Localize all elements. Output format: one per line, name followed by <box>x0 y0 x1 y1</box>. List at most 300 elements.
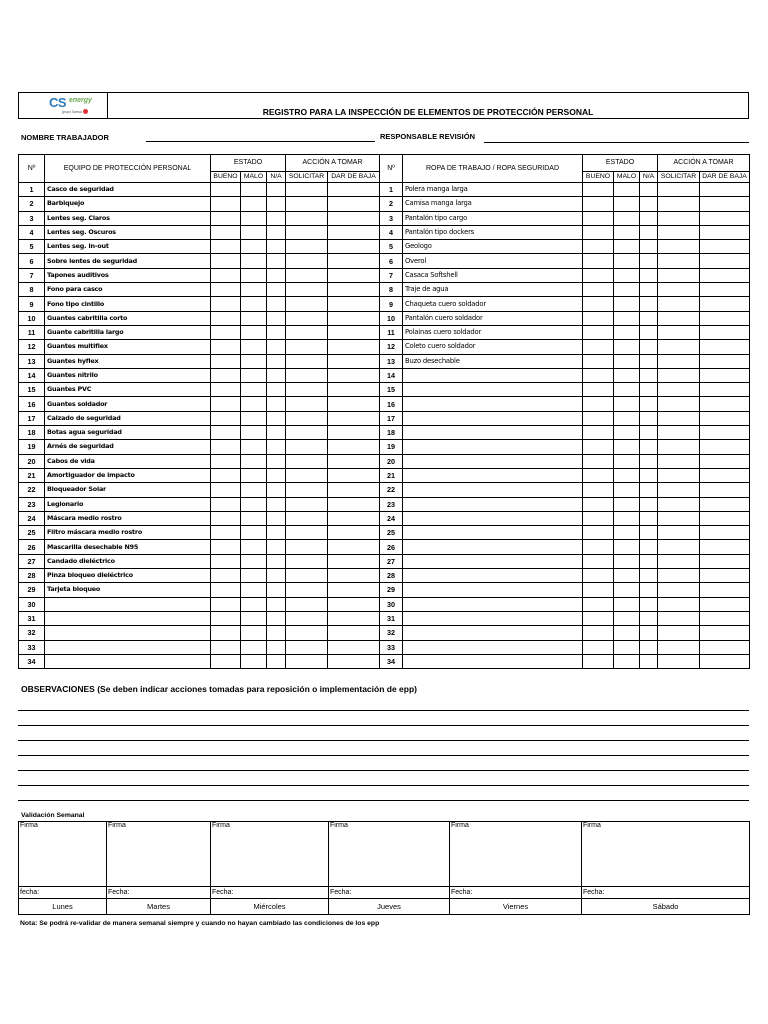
check-cell-malo[interactable] <box>241 440 267 454</box>
check-cell-na[interactable] <box>640 197 658 211</box>
check-cell-dar-de-baja[interactable] <box>700 626 750 640</box>
check-cell-malo[interactable] <box>241 183 267 197</box>
check-cell-solicitar[interactable] <box>286 540 328 554</box>
check-cell-malo[interactable] <box>241 526 267 540</box>
check-cell-na[interactable] <box>640 268 658 282</box>
check-cell-solicitar[interactable] <box>286 611 328 625</box>
check-cell-solicitar[interactable] <box>286 597 328 611</box>
responsable-field[interactable] <box>484 142 749 143</box>
check-cell-na[interactable] <box>640 311 658 325</box>
check-cell-na[interactable] <box>640 211 658 225</box>
check-cell-dar-de-baja[interactable] <box>700 483 750 497</box>
trabajador-field[interactable] <box>146 141 375 142</box>
fecha-cell-martes[interactable]: Fecha: <box>107 887 211 899</box>
check-cell-dar-de-baja[interactable] <box>328 440 380 454</box>
check-cell-solicitar[interactable] <box>286 383 328 397</box>
check-cell-na[interactable] <box>267 468 286 482</box>
observaciones-line[interactable] <box>18 755 749 756</box>
check-cell-solicitar[interactable] <box>286 554 328 568</box>
check-cell-solicitar[interactable] <box>658 497 700 511</box>
check-cell-dar-de-baja[interactable] <box>700 254 750 268</box>
check-cell-malo[interactable] <box>241 325 267 339</box>
check-cell-dar-de-baja[interactable] <box>700 411 750 425</box>
check-cell-na[interactable] <box>267 397 286 411</box>
check-cell-dar-de-baja[interactable] <box>700 283 750 297</box>
check-cell-bueno[interactable] <box>583 654 614 668</box>
check-cell-bueno[interactable] <box>583 626 614 640</box>
check-cell-bueno[interactable] <box>583 240 614 254</box>
check-cell-na[interactable] <box>640 554 658 568</box>
check-cell-malo[interactable] <box>614 411 640 425</box>
check-cell-bueno[interactable] <box>583 311 614 325</box>
check-cell-malo[interactable] <box>241 368 267 382</box>
check-cell-na[interactable] <box>640 540 658 554</box>
check-cell-dar-de-baja[interactable] <box>328 511 380 525</box>
check-cell-bueno[interactable] <box>211 411 241 425</box>
check-cell-solicitar[interactable] <box>286 225 328 239</box>
check-cell-dar-de-baja[interactable] <box>328 311 380 325</box>
check-cell-dar-de-baja[interactable] <box>328 368 380 382</box>
check-cell-solicitar[interactable] <box>658 197 700 211</box>
check-cell-na[interactable] <box>267 240 286 254</box>
check-cell-solicitar[interactable] <box>658 183 700 197</box>
check-cell-malo[interactable] <box>614 325 640 339</box>
check-cell-solicitar[interactable] <box>658 526 700 540</box>
check-cell-dar-de-baja[interactable] <box>328 640 380 654</box>
check-cell-dar-de-baja[interactable] <box>700 526 750 540</box>
firma-cell-miercoles[interactable]: Firma <box>211 822 329 887</box>
check-cell-dar-de-baja[interactable] <box>328 569 380 583</box>
check-cell-bueno[interactable] <box>211 240 241 254</box>
check-cell-bueno[interactable] <box>211 426 241 440</box>
check-cell-malo[interactable] <box>614 254 640 268</box>
check-cell-na[interactable] <box>640 640 658 654</box>
check-cell-solicitar[interactable] <box>658 583 700 597</box>
check-cell-malo[interactable] <box>241 483 267 497</box>
check-cell-bueno[interactable] <box>583 454 614 468</box>
check-cell-na[interactable] <box>267 454 286 468</box>
check-cell-dar-de-baja[interactable] <box>700 511 750 525</box>
check-cell-solicitar[interactable] <box>658 254 700 268</box>
check-cell-solicitar[interactable] <box>658 411 700 425</box>
check-cell-solicitar[interactable] <box>286 569 328 583</box>
check-cell-dar-de-baja[interactable] <box>328 468 380 482</box>
check-cell-malo[interactable] <box>614 297 640 311</box>
check-cell-malo[interactable] <box>241 397 267 411</box>
firma-cell-lunes[interactable]: Firma <box>19 822 107 887</box>
check-cell-na[interactable] <box>640 611 658 625</box>
check-cell-solicitar[interactable] <box>286 397 328 411</box>
check-cell-na[interactable] <box>640 468 658 482</box>
check-cell-solicitar[interactable] <box>286 654 328 668</box>
check-cell-bueno[interactable] <box>583 640 614 654</box>
check-cell-bueno[interactable] <box>211 211 241 225</box>
check-cell-dar-de-baja[interactable] <box>328 583 380 597</box>
check-cell-solicitar[interactable] <box>286 354 328 368</box>
check-cell-malo[interactable] <box>241 497 267 511</box>
check-cell-dar-de-baja[interactable] <box>700 211 750 225</box>
check-cell-malo[interactable] <box>241 569 267 583</box>
check-cell-malo[interactable] <box>614 454 640 468</box>
check-cell-dar-de-baja[interactable] <box>328 197 380 211</box>
check-cell-na[interactable] <box>640 411 658 425</box>
check-cell-na[interactable] <box>267 383 286 397</box>
check-cell-solicitar[interactable] <box>658 597 700 611</box>
check-cell-solicitar[interactable] <box>658 383 700 397</box>
check-cell-bueno[interactable] <box>583 426 614 440</box>
check-cell-solicitar[interactable] <box>658 426 700 440</box>
check-cell-na[interactable] <box>267 611 286 625</box>
check-cell-solicitar[interactable] <box>286 583 328 597</box>
check-cell-na[interactable] <box>267 511 286 525</box>
fecha-cell-viernes[interactable]: Fecha: <box>450 887 582 899</box>
observaciones-line[interactable] <box>18 785 749 786</box>
check-cell-bueno[interactable] <box>211 354 241 368</box>
check-cell-na[interactable] <box>267 426 286 440</box>
check-cell-na[interactable] <box>267 254 286 268</box>
check-cell-dar-de-baja[interactable] <box>700 583 750 597</box>
check-cell-dar-de-baja[interactable] <box>700 240 750 254</box>
check-cell-dar-de-baja[interactable] <box>700 454 750 468</box>
observaciones-line[interactable] <box>18 710 749 711</box>
check-cell-na[interactable] <box>640 183 658 197</box>
check-cell-malo[interactable] <box>614 283 640 297</box>
check-cell-solicitar[interactable] <box>658 654 700 668</box>
firma-cell-jueves[interactable]: Firma <box>329 822 450 887</box>
check-cell-solicitar[interactable] <box>658 340 700 354</box>
observaciones-line[interactable] <box>18 740 749 741</box>
check-cell-bueno[interactable] <box>211 311 241 325</box>
check-cell-malo[interactable] <box>614 397 640 411</box>
check-cell-bueno[interactable] <box>211 197 241 211</box>
check-cell-malo[interactable] <box>241 583 267 597</box>
check-cell-solicitar[interactable] <box>658 311 700 325</box>
check-cell-dar-de-baja[interactable] <box>700 497 750 511</box>
check-cell-malo[interactable] <box>614 426 640 440</box>
check-cell-malo[interactable] <box>614 211 640 225</box>
check-cell-bueno[interactable] <box>211 268 241 282</box>
check-cell-dar-de-baja[interactable] <box>328 297 380 311</box>
check-cell-na[interactable] <box>640 440 658 454</box>
check-cell-na[interactable] <box>640 454 658 468</box>
check-cell-malo[interactable] <box>614 569 640 583</box>
check-cell-dar-de-baja[interactable] <box>328 211 380 225</box>
check-cell-bueno[interactable] <box>211 554 241 568</box>
check-cell-dar-de-baja[interactable] <box>328 397 380 411</box>
check-cell-dar-de-baja[interactable] <box>700 440 750 454</box>
check-cell-na[interactable] <box>640 583 658 597</box>
check-cell-na[interactable] <box>640 225 658 239</box>
check-cell-dar-de-baja[interactable] <box>700 354 750 368</box>
check-cell-dar-de-baja[interactable] <box>700 383 750 397</box>
check-cell-malo[interactable] <box>241 197 267 211</box>
check-cell-malo[interactable] <box>241 540 267 554</box>
check-cell-bueno[interactable] <box>211 654 241 668</box>
check-cell-solicitar[interactable] <box>286 440 328 454</box>
check-cell-dar-de-baja[interactable] <box>700 297 750 311</box>
check-cell-na[interactable] <box>267 283 286 297</box>
check-cell-solicitar[interactable] <box>286 211 328 225</box>
check-cell-bueno[interactable] <box>583 526 614 540</box>
check-cell-malo[interactable] <box>614 225 640 239</box>
check-cell-solicitar[interactable] <box>286 325 328 339</box>
check-cell-na[interactable] <box>267 440 286 454</box>
check-cell-dar-de-baja[interactable] <box>328 383 380 397</box>
check-cell-dar-de-baja[interactable] <box>700 197 750 211</box>
check-cell-na[interactable] <box>640 654 658 668</box>
check-cell-dar-de-baja[interactable] <box>328 325 380 339</box>
check-cell-dar-de-baja[interactable] <box>700 340 750 354</box>
check-cell-na[interactable] <box>267 626 286 640</box>
check-cell-bueno[interactable] <box>211 368 241 382</box>
check-cell-dar-de-baja[interactable] <box>700 569 750 583</box>
check-cell-solicitar[interactable] <box>658 569 700 583</box>
check-cell-solicitar[interactable] <box>658 483 700 497</box>
check-cell-na[interactable] <box>267 554 286 568</box>
check-cell-solicitar[interactable] <box>286 197 328 211</box>
check-cell-dar-de-baja[interactable] <box>328 483 380 497</box>
check-cell-bueno[interactable] <box>211 183 241 197</box>
check-cell-bueno[interactable] <box>583 197 614 211</box>
check-cell-solicitar[interactable] <box>286 311 328 325</box>
observaciones-line[interactable] <box>18 770 749 771</box>
check-cell-na[interactable] <box>640 397 658 411</box>
observaciones-line[interactable] <box>18 725 749 726</box>
check-cell-dar-de-baja[interactable] <box>328 497 380 511</box>
check-cell-bueno[interactable] <box>583 511 614 525</box>
check-cell-dar-de-baja[interactable] <box>700 468 750 482</box>
check-cell-na[interactable] <box>267 340 286 354</box>
check-cell-malo[interactable] <box>614 511 640 525</box>
check-cell-na[interactable] <box>640 240 658 254</box>
check-cell-malo[interactable] <box>614 611 640 625</box>
check-cell-bueno[interactable] <box>211 254 241 268</box>
check-cell-malo[interactable] <box>614 240 640 254</box>
check-cell-solicitar[interactable] <box>658 397 700 411</box>
check-cell-dar-de-baja[interactable] <box>328 340 380 354</box>
check-cell-solicitar[interactable] <box>658 454 700 468</box>
check-cell-malo[interactable] <box>614 497 640 511</box>
check-cell-na[interactable] <box>267 411 286 425</box>
check-cell-solicitar[interactable] <box>658 640 700 654</box>
check-cell-solicitar[interactable] <box>286 254 328 268</box>
firma-cell-viernes[interactable]: Firma <box>450 822 582 887</box>
check-cell-solicitar[interactable] <box>286 468 328 482</box>
check-cell-bueno[interactable] <box>583 540 614 554</box>
check-cell-dar-de-baja[interactable] <box>328 411 380 425</box>
check-cell-dar-de-baja[interactable] <box>700 183 750 197</box>
check-cell-na[interactable] <box>267 197 286 211</box>
check-cell-solicitar[interactable] <box>286 426 328 440</box>
check-cell-malo[interactable] <box>614 626 640 640</box>
check-cell-bueno[interactable] <box>583 268 614 282</box>
check-cell-bueno[interactable] <box>583 383 614 397</box>
check-cell-solicitar[interactable] <box>658 354 700 368</box>
check-cell-dar-de-baja[interactable] <box>700 611 750 625</box>
firma-cell-martes[interactable]: Firma <box>107 822 211 887</box>
check-cell-solicitar[interactable] <box>286 626 328 640</box>
check-cell-malo[interactable] <box>241 597 267 611</box>
check-cell-malo[interactable] <box>241 640 267 654</box>
check-cell-na[interactable] <box>640 354 658 368</box>
check-cell-malo[interactable] <box>614 383 640 397</box>
check-cell-malo[interactable] <box>614 197 640 211</box>
check-cell-solicitar[interactable] <box>286 497 328 511</box>
check-cell-bueno[interactable] <box>583 583 614 597</box>
check-cell-solicitar[interactable] <box>286 454 328 468</box>
check-cell-malo[interactable] <box>241 268 267 282</box>
check-cell-bueno[interactable] <box>211 611 241 625</box>
check-cell-bueno[interactable] <box>583 211 614 225</box>
check-cell-dar-de-baja[interactable] <box>328 225 380 239</box>
check-cell-malo[interactable] <box>241 468 267 482</box>
check-cell-bueno[interactable] <box>211 526 241 540</box>
check-cell-solicitar[interactable] <box>286 640 328 654</box>
check-cell-na[interactable] <box>640 325 658 339</box>
check-cell-solicitar[interactable] <box>286 483 328 497</box>
fecha-cell-jueves[interactable]: Fecha: <box>329 887 450 899</box>
check-cell-bueno[interactable] <box>211 225 241 239</box>
check-cell-na[interactable] <box>267 526 286 540</box>
check-cell-na[interactable] <box>640 383 658 397</box>
check-cell-na[interactable] <box>640 511 658 525</box>
check-cell-solicitar[interactable] <box>286 526 328 540</box>
check-cell-malo[interactable] <box>241 240 267 254</box>
fecha-cell-lunes[interactable]: fecha: <box>19 887 107 899</box>
check-cell-solicitar[interactable] <box>286 283 328 297</box>
check-cell-solicitar[interactable] <box>658 440 700 454</box>
check-cell-solicitar[interactable] <box>286 240 328 254</box>
check-cell-bueno[interactable] <box>211 468 241 482</box>
check-cell-malo[interactable] <box>614 483 640 497</box>
check-cell-malo[interactable] <box>241 411 267 425</box>
check-cell-malo[interactable] <box>614 311 640 325</box>
check-cell-bueno[interactable] <box>211 283 241 297</box>
check-cell-malo[interactable] <box>614 340 640 354</box>
check-cell-na[interactable] <box>640 626 658 640</box>
check-cell-bueno[interactable] <box>211 454 241 468</box>
check-cell-bueno[interactable] <box>211 569 241 583</box>
check-cell-bueno[interactable] <box>583 254 614 268</box>
check-cell-dar-de-baja[interactable] <box>328 426 380 440</box>
check-cell-dar-de-baja[interactable] <box>328 454 380 468</box>
check-cell-na[interactable] <box>267 654 286 668</box>
check-cell-malo[interactable] <box>614 354 640 368</box>
check-cell-na[interactable] <box>267 497 286 511</box>
check-cell-bueno[interactable] <box>211 340 241 354</box>
check-cell-bueno[interactable] <box>583 340 614 354</box>
check-cell-dar-de-baja[interactable] <box>328 540 380 554</box>
check-cell-na[interactable] <box>640 526 658 540</box>
check-cell-dar-de-baja[interactable] <box>700 268 750 282</box>
check-cell-bueno[interactable] <box>211 440 241 454</box>
observaciones-line[interactable] <box>18 800 749 801</box>
check-cell-bueno[interactable] <box>583 225 614 239</box>
fecha-cell-sabado[interactable]: Fecha: <box>582 887 750 899</box>
check-cell-malo[interactable] <box>614 468 640 482</box>
check-cell-bueno[interactable] <box>583 354 614 368</box>
check-cell-solicitar[interactable] <box>658 268 700 282</box>
check-cell-na[interactable] <box>640 497 658 511</box>
check-cell-dar-de-baja[interactable] <box>700 311 750 325</box>
check-cell-na[interactable] <box>640 597 658 611</box>
firma-cell-sabado[interactable]: Firma <box>582 822 750 887</box>
check-cell-na[interactable] <box>267 597 286 611</box>
check-cell-malo[interactable] <box>241 611 267 625</box>
check-cell-solicitar[interactable] <box>658 211 700 225</box>
check-cell-bueno[interactable] <box>211 597 241 611</box>
check-cell-bueno[interactable] <box>583 597 614 611</box>
check-cell-na[interactable] <box>267 297 286 311</box>
check-cell-bueno[interactable] <box>211 397 241 411</box>
check-cell-malo[interactable] <box>614 368 640 382</box>
check-cell-malo[interactable] <box>241 654 267 668</box>
check-cell-solicitar[interactable] <box>286 183 328 197</box>
check-cell-na[interactable] <box>640 368 658 382</box>
check-cell-solicitar[interactable] <box>286 268 328 282</box>
check-cell-dar-de-baja[interactable] <box>700 426 750 440</box>
check-cell-na[interactable] <box>267 225 286 239</box>
check-cell-bueno[interactable] <box>211 583 241 597</box>
check-cell-dar-de-baja[interactable] <box>328 654 380 668</box>
check-cell-solicitar[interactable] <box>658 225 700 239</box>
check-cell-na[interactable] <box>640 569 658 583</box>
check-cell-solicitar[interactable] <box>658 283 700 297</box>
check-cell-malo[interactable] <box>241 340 267 354</box>
check-cell-bueno[interactable] <box>211 483 241 497</box>
check-cell-solicitar[interactable] <box>658 611 700 625</box>
check-cell-malo[interactable] <box>614 597 640 611</box>
check-cell-malo[interactable] <box>241 283 267 297</box>
check-cell-bueno[interactable] <box>583 483 614 497</box>
check-cell-malo[interactable] <box>614 440 640 454</box>
check-cell-solicitar[interactable] <box>658 511 700 525</box>
check-cell-na[interactable] <box>267 569 286 583</box>
check-cell-bueno[interactable] <box>583 497 614 511</box>
check-cell-na[interactable] <box>267 540 286 554</box>
check-cell-dar-de-baja[interactable] <box>700 225 750 239</box>
check-cell-solicitar[interactable] <box>658 240 700 254</box>
check-cell-solicitar[interactable] <box>286 340 328 354</box>
check-cell-dar-de-baja[interactable] <box>700 368 750 382</box>
check-cell-solicitar[interactable] <box>658 540 700 554</box>
check-cell-na[interactable] <box>267 311 286 325</box>
check-cell-bueno[interactable] <box>583 569 614 583</box>
check-cell-malo[interactable] <box>614 554 640 568</box>
check-cell-dar-de-baja[interactable] <box>328 254 380 268</box>
check-cell-malo[interactable] <box>241 383 267 397</box>
check-cell-solicitar[interactable] <box>658 554 700 568</box>
check-cell-bueno[interactable] <box>583 283 614 297</box>
check-cell-solicitar[interactable] <box>286 511 328 525</box>
check-cell-dar-de-baja[interactable] <box>328 626 380 640</box>
check-cell-malo[interactable] <box>614 654 640 668</box>
check-cell-malo[interactable] <box>241 225 267 239</box>
check-cell-malo[interactable] <box>241 254 267 268</box>
check-cell-malo[interactable] <box>614 540 640 554</box>
check-cell-bueno[interactable] <box>211 626 241 640</box>
check-cell-malo[interactable] <box>614 640 640 654</box>
check-cell-dar-de-baja[interactable] <box>328 268 380 282</box>
check-cell-bueno[interactable] <box>211 297 241 311</box>
check-cell-na[interactable] <box>640 426 658 440</box>
check-cell-malo[interactable] <box>241 626 267 640</box>
check-cell-na[interactable] <box>640 297 658 311</box>
check-cell-bueno[interactable] <box>211 383 241 397</box>
check-cell-dar-de-baja[interactable] <box>328 240 380 254</box>
check-cell-malo[interactable] <box>614 583 640 597</box>
check-cell-malo[interactable] <box>241 454 267 468</box>
